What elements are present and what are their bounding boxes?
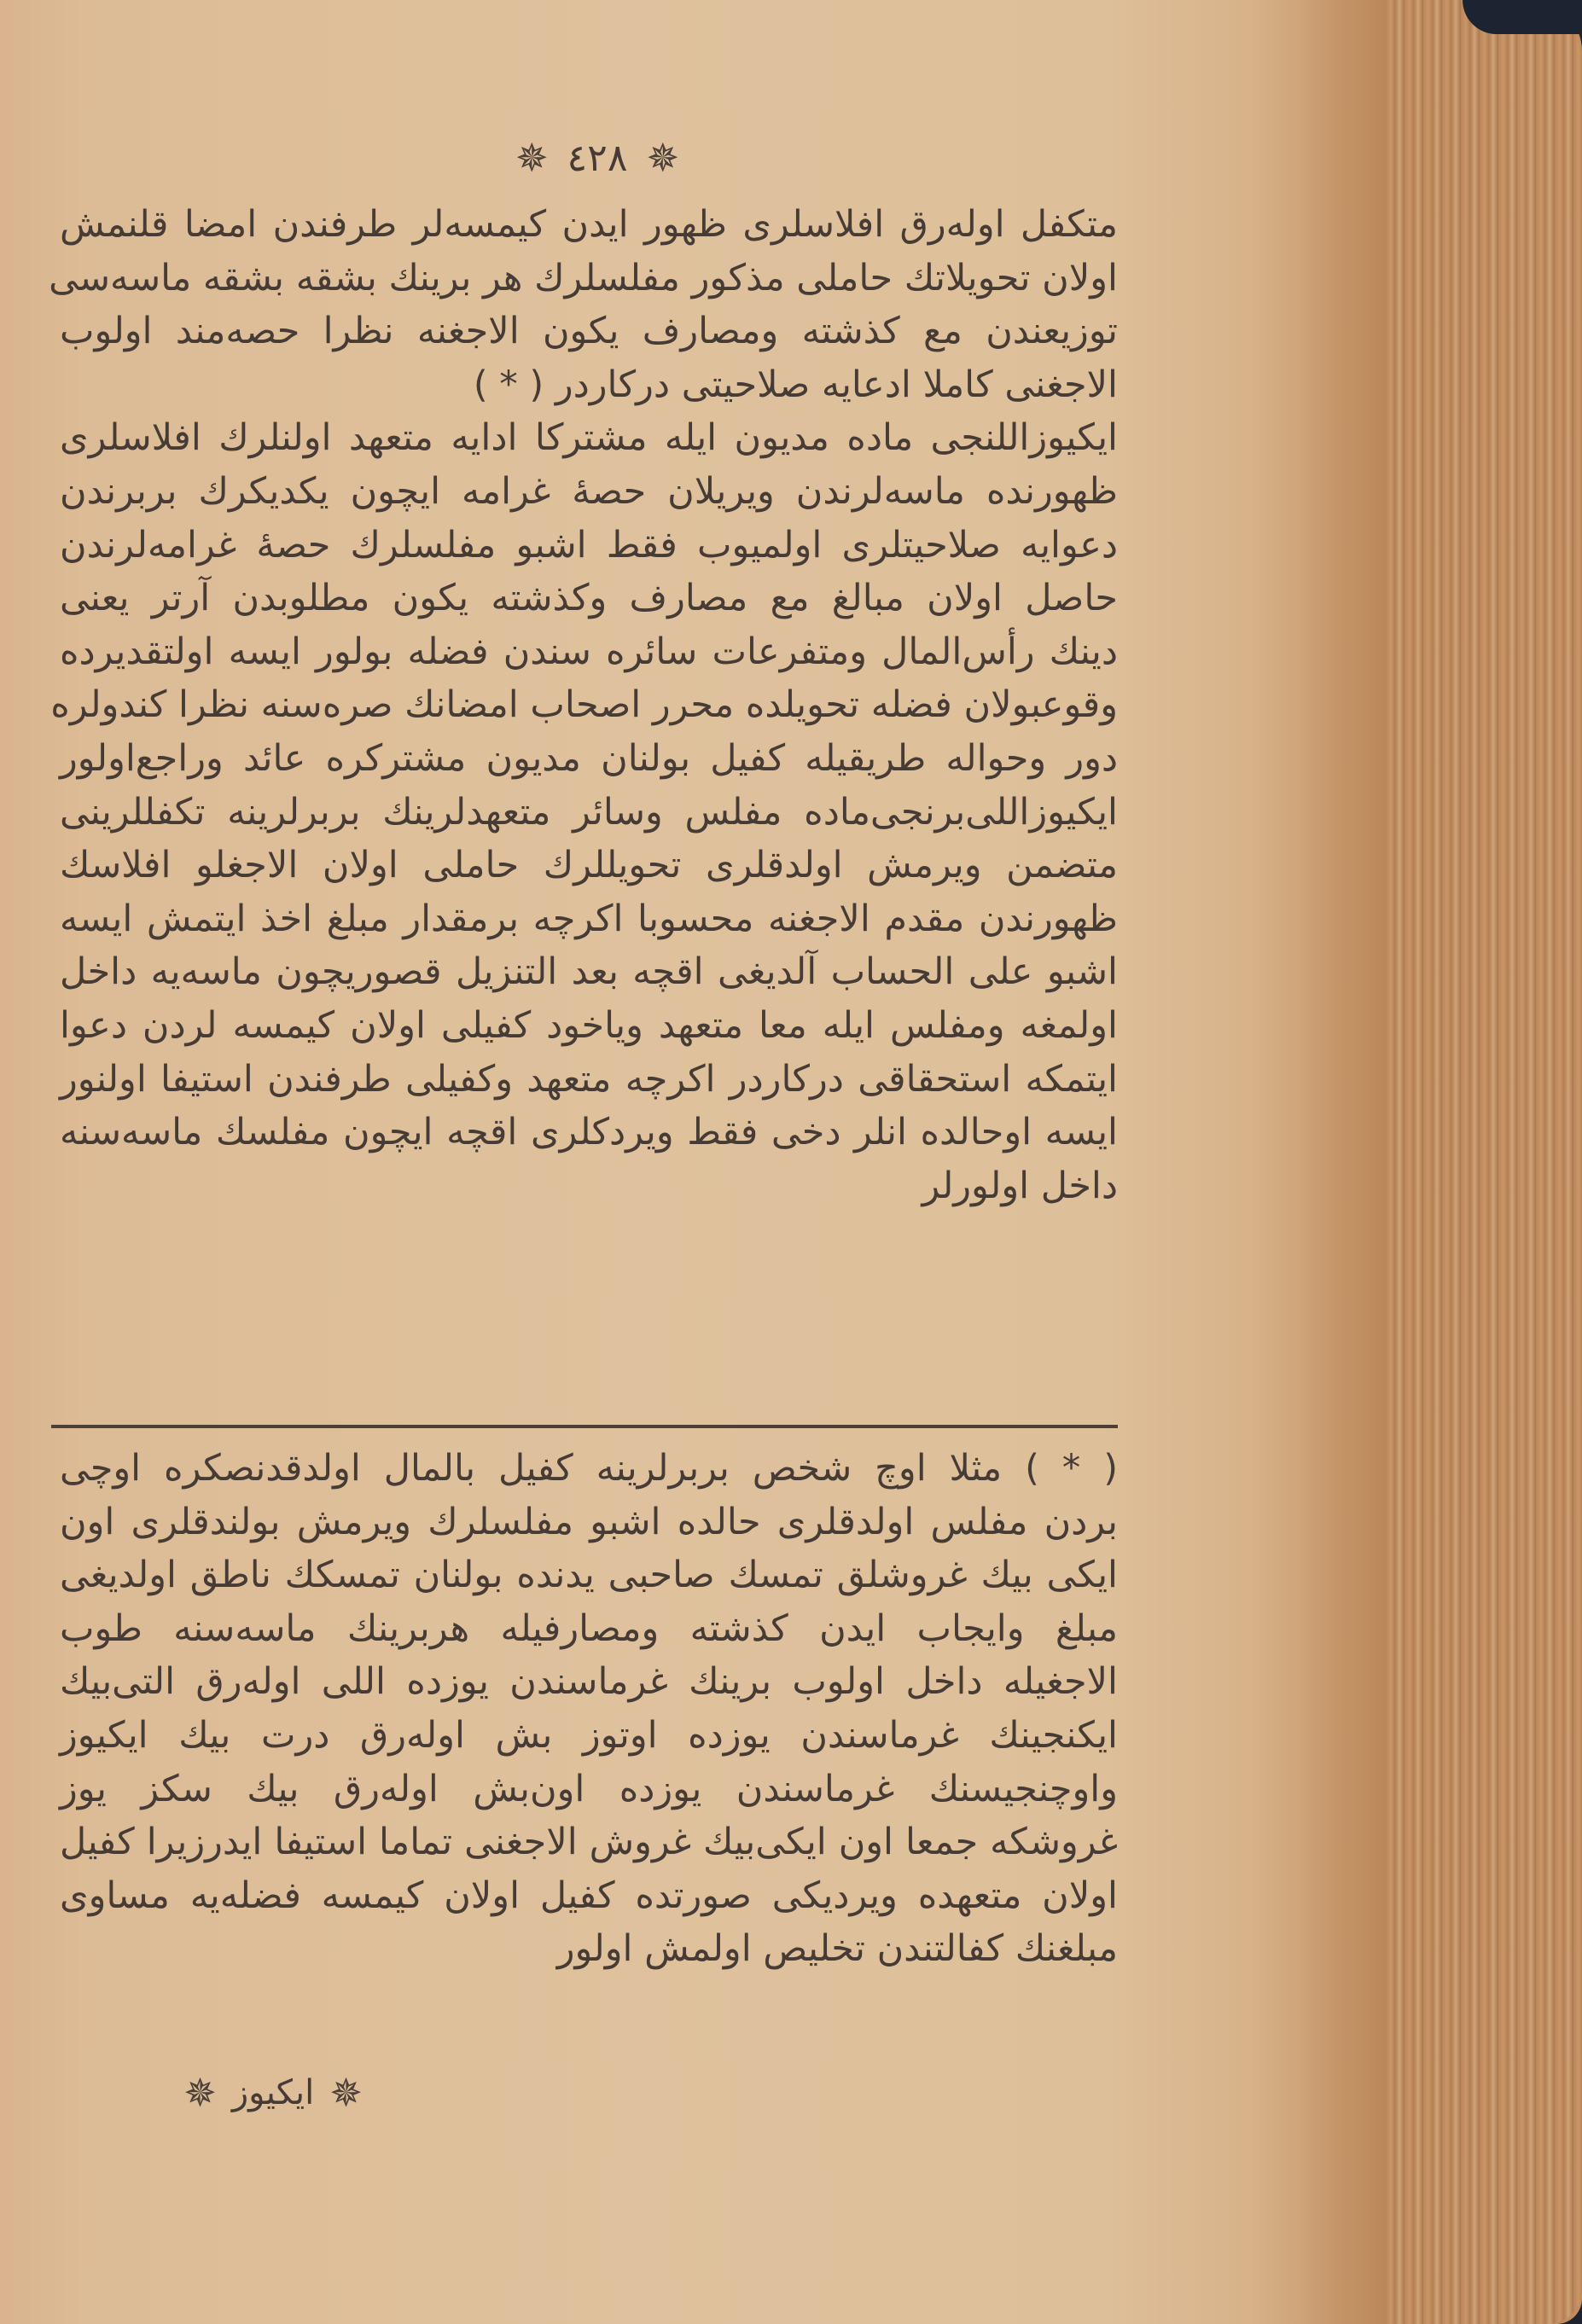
ornament-icon: ✵ [329, 2070, 363, 2116]
main-text [49, 198, 1118, 1212]
text-line: توزیعندن مع کذشته ومصارف یکون الاجغنه نظرا حصه‌مند اولوب [60, 310, 1118, 353]
ornament-icon: ✵ [515, 135, 549, 181]
footnote-line: ایکنجینك غرماسندن یوزده اوتوز بش اوله‌رق درت بیك ایکیوز [60, 1713, 1118, 1757]
text-line: حاصل اولان مبالغ مع مصارف وکذشته یکون مطلوبدن آرتر یعنی [60, 577, 1118, 620]
article-251-heading-line: ایکیوزاللی‌برنجی‌ماده مفلس وسائر متعهدلرینك بربرلرینه تکفللرینی [60, 790, 1118, 834]
background-corner [1463, 0, 1582, 34]
footnote-divider [51, 1425, 1118, 1428]
text-line: دور وحواله طریقیله کفیل بولنان مدیون مشترکره عائد وراجع‌اولور [60, 736, 1118, 780]
catchword-footer [162, 2063, 384, 2123]
text-line: داخل اولورلر [922, 1164, 1118, 1207]
text-line: دینك رأس‌المال ومتفرعات سائره سندن فضله بولور ایسه اولتقدیرده [60, 630, 1118, 673]
page-gutter-shade [1249, 0, 1386, 2324]
footnote-line: بردن مفلس اولدقلری حالده اشبو مفلسلرك ویرمش بولندقلری اون [60, 1500, 1118, 1543]
article-250-heading-line: ایکیوزاللنجی ماده مدیون ایله مشترکا ادایه متعهد اولنلرك افلاسلری [60, 416, 1118, 460]
ornament-icon: ✵ [646, 135, 679, 181]
page-edge-stack [1386, 0, 1582, 2324]
text-line: ظهورنده ماسه‌لرندن ویریلان حصهٔ غرامه ایچون یکدیکرك بربرندن [60, 469, 1118, 513]
footnote-line: الاجغیله داخل اولوب برینك غرماسندن یوزده اللی اوله‌رق التی‌بیك [60, 1660, 1118, 1704]
text-line: ایتمکه استحقاقی درکاردر اکرچه متعهد وکفیلی طرفندن استیفا اولنور [60, 1057, 1118, 1101]
text-line: متكفل اوله‌رق افلاسلری ظهور ایدن کیمسه‌لر طرفندن امضا قلنمش [60, 203, 1118, 246]
text-line: اولمغه ومفلس ایله معا متعهد ویاخود کفیلی اولان کیمسه لردن دعوا [60, 1003, 1118, 1047]
footnote-line: ( * ) مثلا اوچ شخص بربرلرینه کفیل بالمال اولدقدنصکره اوچی [60, 1447, 1118, 1490]
footnote-line: ایکی بیك غروشلق تمسك صاحبی یدنده بولنان تمسکك ناطق اولدیغی [60, 1554, 1118, 1597]
footnote-line: مبلغنك کفالتندن تخلیص اولمش اولور [556, 1927, 1118, 1971]
ornament-icon: ✵ [183, 2070, 217, 2116]
footnote [60, 1442, 1118, 1976]
text-line: اشبو علی الحساب آلدیغی اقچه بعد التنزیل قصوریچون ماسه‌یه داخل [60, 950, 1118, 994]
text-line: اولان تحویلاتك حاملی مذکور مفلسلرك هر برینك بشقه بشقه ماسه‌سی [49, 256, 1118, 299]
page-number: ٤٢٨ [567, 136, 628, 180]
footnote-line: اولان متعهده ویردیکی صورتده کفیل اولان کیمسه فضله‌یه مساوی [60, 1874, 1118, 1917]
footnote-line: مبلغ وایجاب ایدن کذشته ومصارفیله هربرینك ماسه‌سنه طوب [60, 1606, 1118, 1650]
footnote-line: واوچنجیسنك غرماسندن یوزده اون‌بش اوله‌رق بیك سکز یوز [60, 1767, 1118, 1810]
text-line: ایسه اوحالده انلر دخی فقط ویردکلری اقچه ایچون مفلسك ماسه‌سنه [60, 1111, 1118, 1154]
text-line: دعوایه صلاحیتلری اولمیوب فقط اشبو مفلسلرك حصهٔ غرامه‌لرندن [60, 523, 1118, 566]
text-line: متضمن ویرمش اولدقلری تحویللرك حاملی اولان الاجغلو افلاسك [60, 844, 1118, 887]
text-line: وقوعبولان فضله تحویلده محرر اصحاب امضانك صره‌سنه نظرا کندولره [50, 683, 1118, 727]
page-header [478, 128, 717, 188]
catchword: ایکیوز [231, 2073, 315, 2112]
text-line: ظهورندن مقدم الاجغنه محسوبا اکرچه برمقدار مبلغ اخذ ایتمش ایسه [60, 897, 1118, 940]
footnote-line: غروشکه جمعا اون ایکی‌بیك غروش الاجغنی تماما استیفا ایدرزیرا کفیل [60, 1821, 1118, 1864]
text-line: الاجغنی کاملا ادعایه صلاحیتی درکاردر ( * ) [473, 363, 1118, 406]
